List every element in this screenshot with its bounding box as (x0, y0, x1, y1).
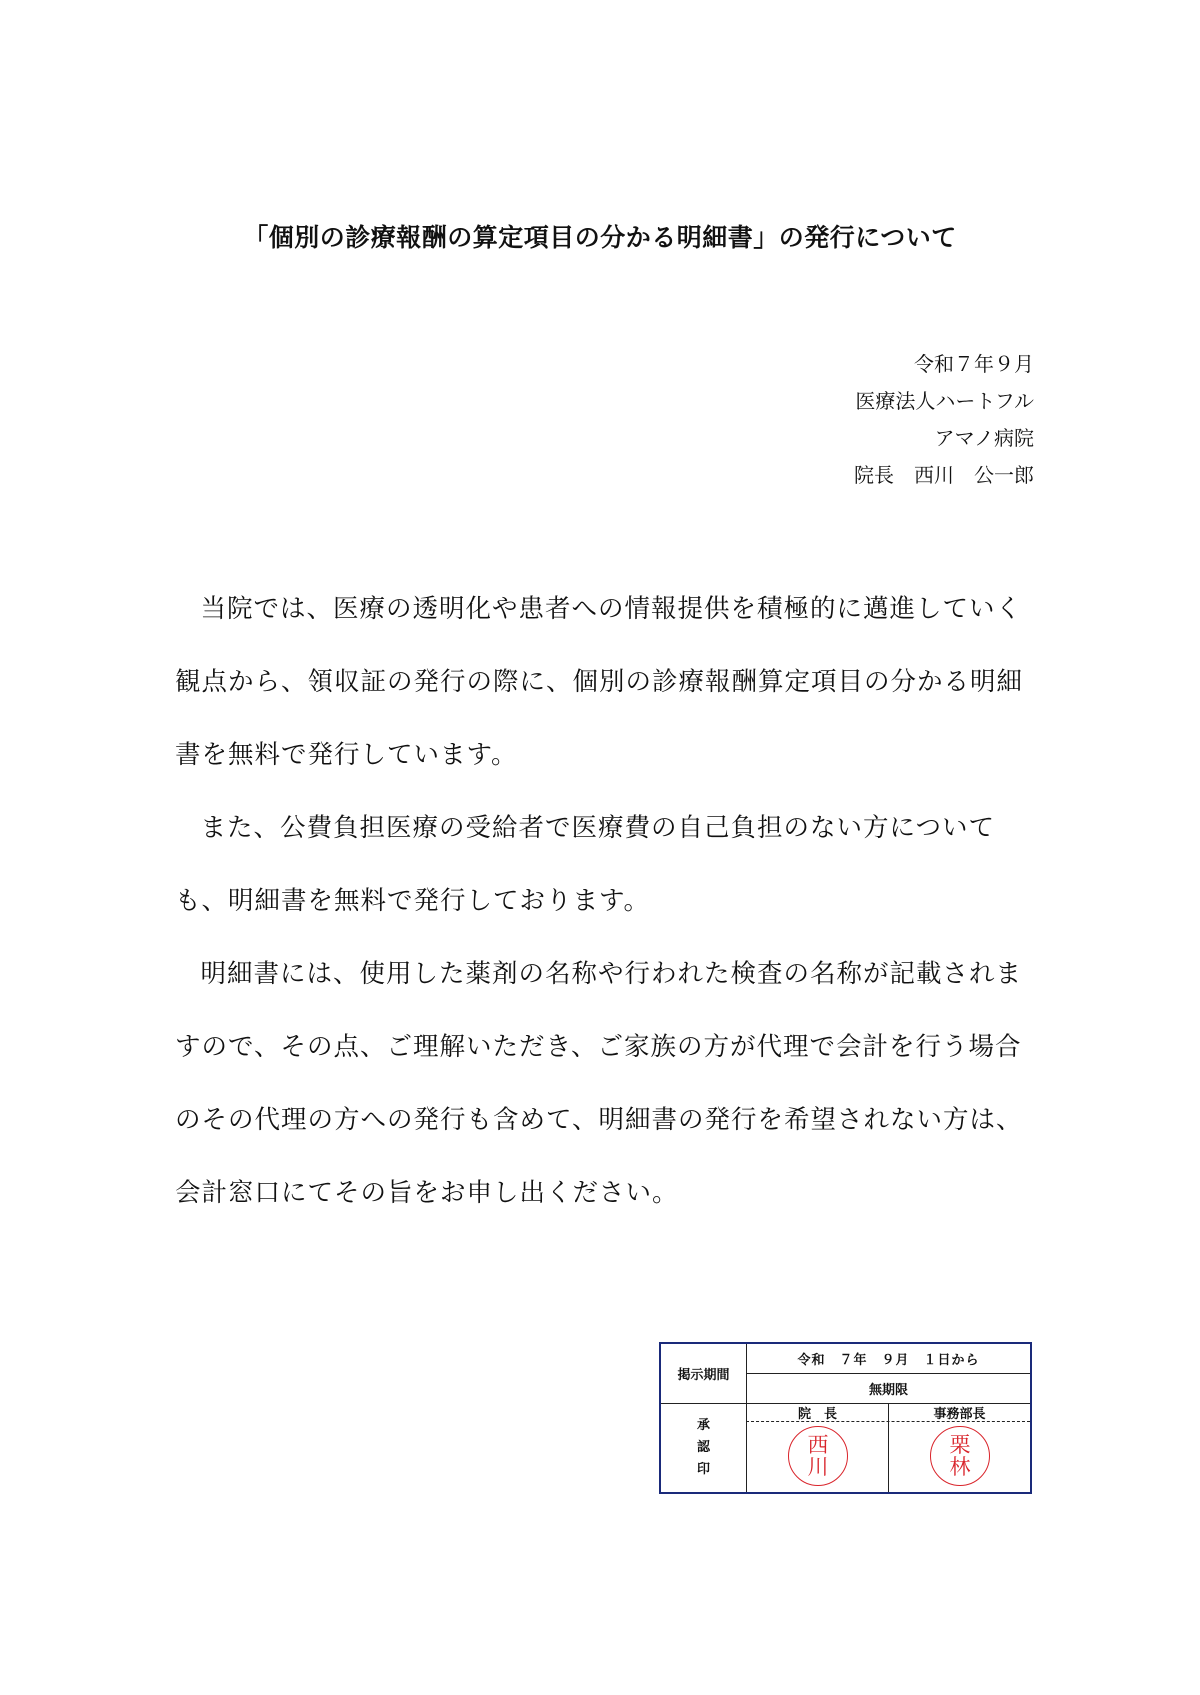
approval-seal-label: 承 認 印 (696, 1418, 710, 1477)
director-role-label: 院 長 (797, 1407, 837, 1422)
paragraph-3: 明細書には、使用した薬剤の名称や行われた検査の名称が記載されますので、その点、ご理解いただき、ご家族の方が代理で会計を行う場合のその代理の方への発行も含めて、明細書の発行を希望されない方は、会計窓口にてその旨をお申し出ください。 (175, 959, 1023, 1208)
posting-period-label: 掲示期間 (677, 1368, 730, 1383)
body-text (175, 573, 1035, 1230)
director-name: 院長 西川 公一郎 (854, 463, 1034, 487)
director-seal-stamp: 西 川 (788, 1426, 848, 1486)
office-manager-role-label: 事務部長 (933, 1407, 986, 1422)
document-title: 「個別の診療報酬の算定項目の分かる明細書」の発行について (243, 223, 957, 252)
paragraph-1: 当院では、医療の透明化や患者への情報提供を積極的に邁進していく観点から、領収証の発行の際に、個別の診療報酬算定項目の分かる明細書を無料で発行しています。 (175, 594, 1024, 770)
paragraph-2: また、公費負担医療の受給者で医療費の自己負担のない方についても、明細書を無料で発行しております。 (175, 813, 995, 916)
issuer-block (854, 346, 1034, 494)
posting-period-end: 無期限 (868, 1383, 908, 1398)
posting-approval-box (659, 1342, 1032, 1494)
posting-period-start: 令和 ７年 ９月 １日から (797, 1353, 980, 1368)
organization-name: 医療法人ハートフル (855, 389, 1034, 413)
hospital-name: アマノ病院 (934, 426, 1034, 450)
issue-date: 令和７年９月 (914, 352, 1034, 376)
office-manager-seal-stamp: 栗 林 (930, 1426, 990, 1486)
